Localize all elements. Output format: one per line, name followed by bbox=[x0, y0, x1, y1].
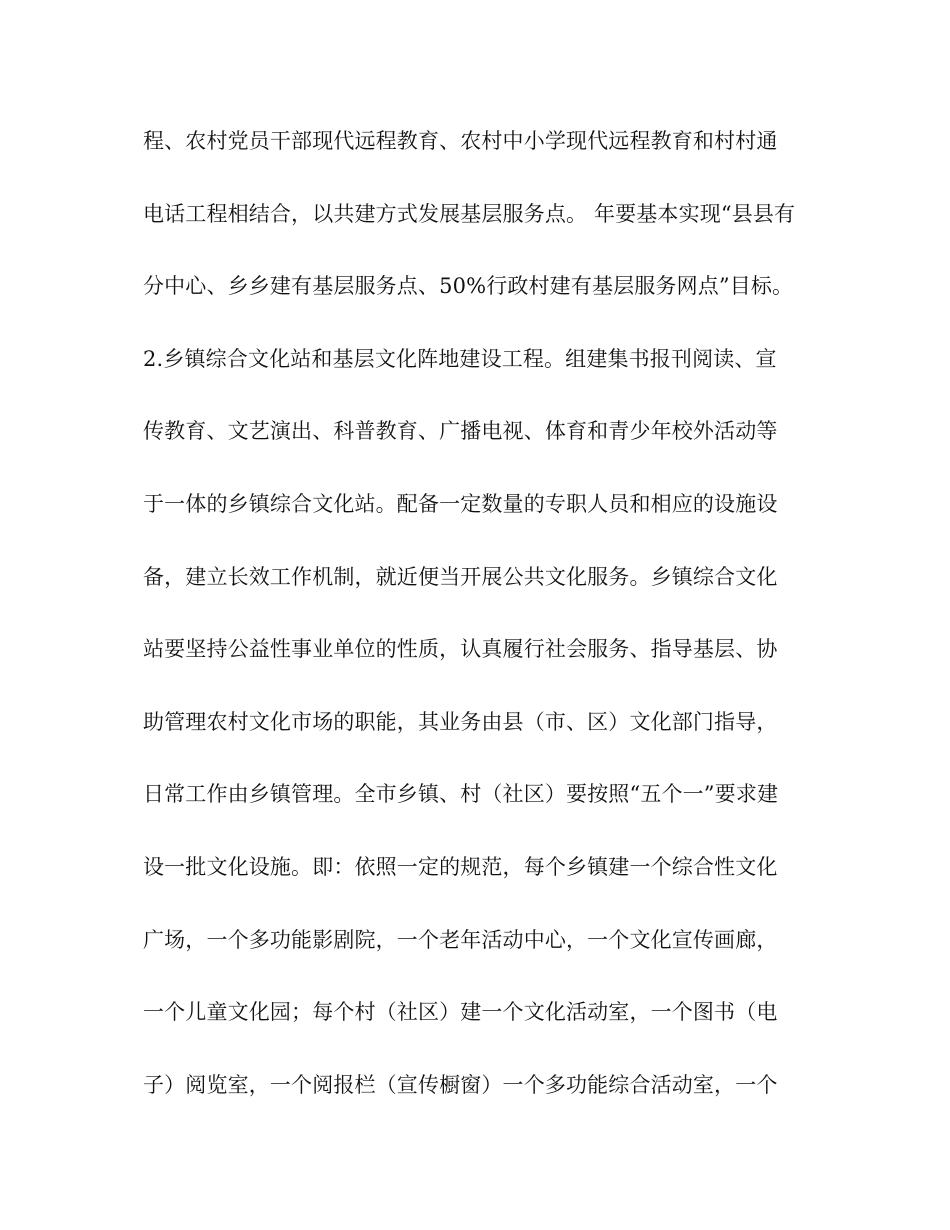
text-line-5: 传教育、文艺演出、科普教育、广播电视、体育和青少年校外活动等 bbox=[143, 419, 778, 444]
text-line-6: 于一体的乡镇综合文化站。配备一定数量的专职人员和相应的设施设 bbox=[143, 491, 778, 516]
text-line-13: 一个儿童文化园；每个村（社区）建一个文化活动室，一个图书（电 bbox=[143, 1000, 778, 1025]
text-line-2: 电话工程相结合，以共建方式发展基层服务点。 年要基本实现“县县有 bbox=[143, 201, 796, 226]
body-text bbox=[143, 117, 823, 1133]
text-line-3: 分中心、乡乡建有基层服务点、50%行政村建有基层服务网点”目标。 bbox=[143, 274, 794, 299]
text-line-1: 程、农村党员干部现代远程教育、农村中小学现代远程教育和村村通 bbox=[143, 129, 778, 153]
text-line-8: 站要坚持公益性事业单位的性质，认真履行社会服务、指导基层、协 bbox=[143, 637, 778, 662]
text-line-7: 备，建立长效工作机制，就近便当开展公共文化服务。乡镇综合文化 bbox=[143, 564, 778, 589]
text-line-9: 助管理农村文化市场的职能，其业务由县（市、区）文化部门指导， bbox=[143, 709, 778, 734]
text-line-11: 设一批文化设施。即：依照一定的规范，每个乡镇建一个综合性文化 bbox=[143, 854, 778, 879]
text-line-10: 日常工作由乡镇管理。全市乡镇、村（社区）要按照“五个一”要求建 bbox=[143, 782, 779, 807]
text-line-4: 2.乡镇综合文化站和基层文化阵地建设工程。组建集书报刊阅读、宣 bbox=[143, 346, 777, 371]
text-line-12: 广场，一个多功能影剧院，一个老年活动中心，一个文化宣传画廊， bbox=[143, 927, 778, 952]
text-line-14: 子）阅览室，一个阅报栏（宣传橱窗）一个多功能综合活动室，一个 bbox=[143, 1072, 778, 1097]
